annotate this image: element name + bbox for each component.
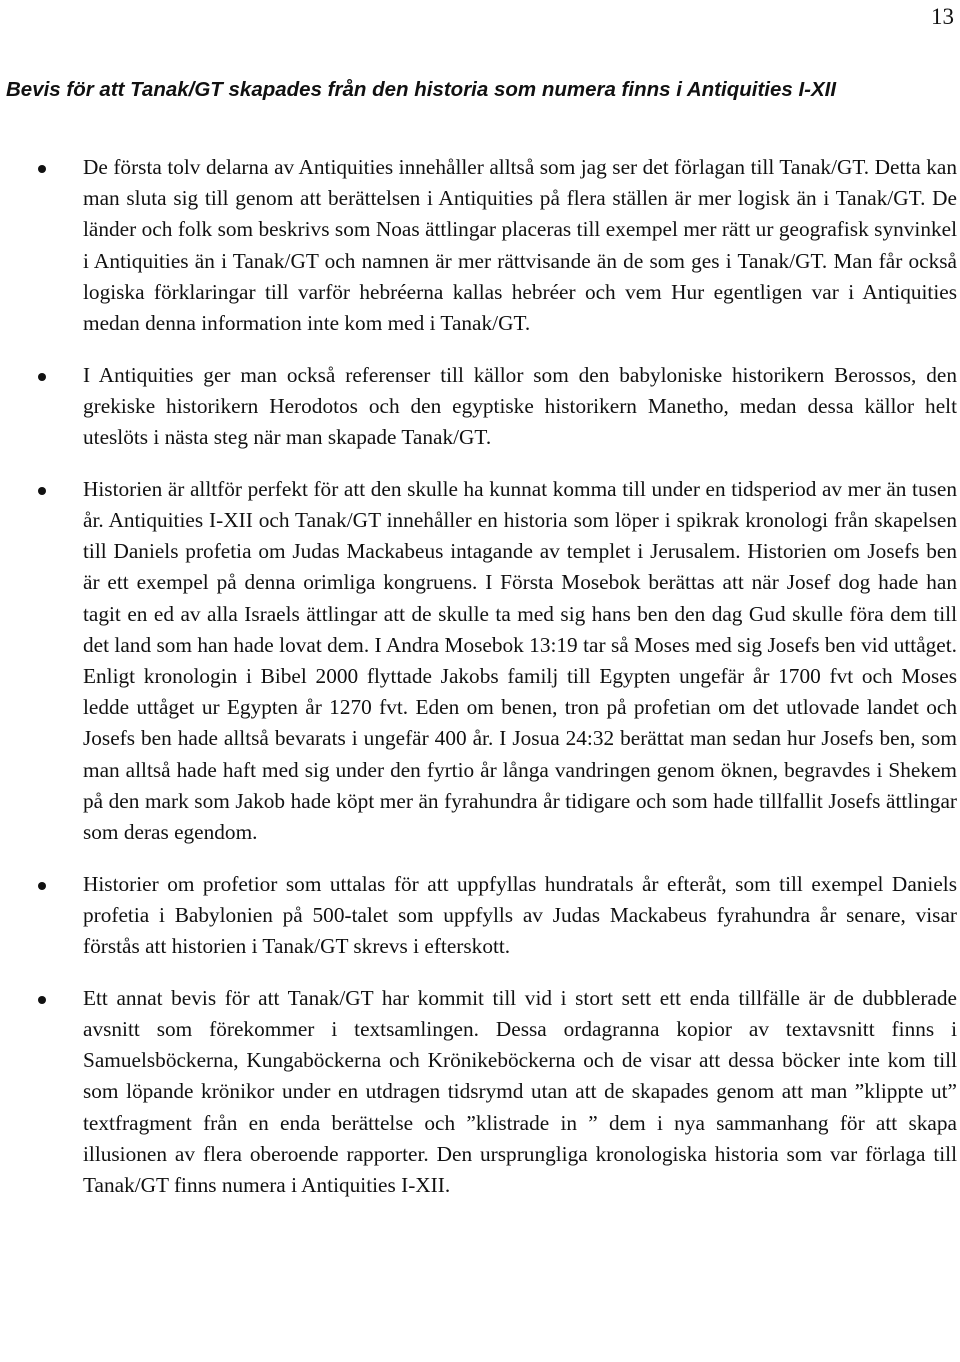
bullet-icon: [38, 487, 46, 495]
list-item: [0, 869, 960, 963]
list-item-text: Historien är alltför perfekt för att den skulle ha kunnat komma till under en tidsperiod av mer än tusen år. Antiquities I-XII och Tanak/GT innehåller en historia som löper i spikrak kronologi från skapelsen till Daniels profetia om Judas Mackabeus intagande av templet i Jerusalem. Historien om Josefs ben är ett exempel på denna orimliga kongruens. I Första Mosebok berättas att när Josef dog hade han tagit en ed av alla Israels ättlingar att de skulle ta med sig hans ben den dag Gud skulle föra dem till det land som han hade lovat dem. I Andra Mosebok 13:19 tar så Moses med sig Josefs ben vid uttåget. Enligt kronologin i Bibel 2000 flyttade Jakobs familj till Egypten ungefär år 1700 fvt och Moses ledde uttåget ur Egypten år 1270 fvt. Eden om benen, tron på profetian om det utlovade landet och Josefs ben hade alltså bevarats i ungefär 400 år. I Josua 24:32 berättat man sedan hur Josefs ben, som man alltså hade haft med sig under den fyrtio år långa vandringen genom öknen, begravdes i Shekem på den mark som Jakob hade köpt mer än fyrahundra år tidigare och som hade tillfallit Josefs ättlingar som deras egendom.: [83, 476, 957, 845]
list-item-text: Historier om profetior som uttalas för att uppfyllas hundratals år efteråt, som till exempel Daniels profetia i Babylonien på 500-talet som uppfylls av Judas Mackabeus fyrahundra år senare, visar förstås att historien i Tanak/GT skrevs i efterskott.: [83, 871, 957, 959]
list-item: [0, 152, 960, 339]
list-item-text: Ett annat bevis för att Tanak/GT har kommit till vid i stort sett ett enda tillfälle är de dubblerade avsnitt som förekommer i textsamlingen. Dessa ordagranna kopior av textavsnitt finns i Samuelsböckerna, Kungaböckerna och Krönikeböckerna och de visar att dessa böcker inte kom till som löpande krönikor under en utdragen tidsrymd utan att de skapades genom att man ”klippte ut” textfragment från en enda berättelse och ”klistrade in ” dem i nya sammanhang för att skapa illusionen av flera oberoende rapporter. Den ursprungliga kronologiska historia som var förlaga till Tanak/GT finns numera i Antiquities I-XII.: [83, 985, 957, 1198]
bullet-icon: [38, 373, 46, 381]
bullet-icon: [38, 165, 46, 173]
list-item: [0, 360, 960, 454]
section-heading: Bevis för att Tanak/GT skapades från den historia som numera finns i Antiquities I-XII: [6, 78, 837, 101]
bullet-icon: [38, 882, 46, 890]
list-item: [0, 983, 960, 1201]
bullet-list: [0, 152, 960, 1222]
page-number: 13: [931, 4, 954, 29]
list-item-text: I Antiquities ger man också referenser till källor som den babyloniske historikern Berossos, den grekiske historikern Herodotos och den egyptiske historikern Manetho, medan dessa källor helt uteslöts i nästa steg när man skapade Tanak/GT.: [83, 362, 957, 450]
list-item: [0, 474, 960, 848]
list-item-text: De första tolv delarna av Antiquities innehåller alltså som jag ser det förlagan till Tanak/GT. Detta kan man sluta sig till genom att berättelsen i Antiquities på flera ställen är mer logisk än i Tanak/GT. De länder och folk som beskrivs som Noas ättlingar placeras till exempel mer rätt ur geografisk synvinkel i Antiquities än i Tanak/GT och namnen är mer rättvisande än de som ges i Tanak/GT. Man får också logiska förklaringar till varför hebréerna kallas hebréer och vem Hur egentligen var i Antiquities medan denna information inte kom med i Tanak/GT.: [83, 155, 957, 336]
bullet-icon: [38, 996, 46, 1004]
